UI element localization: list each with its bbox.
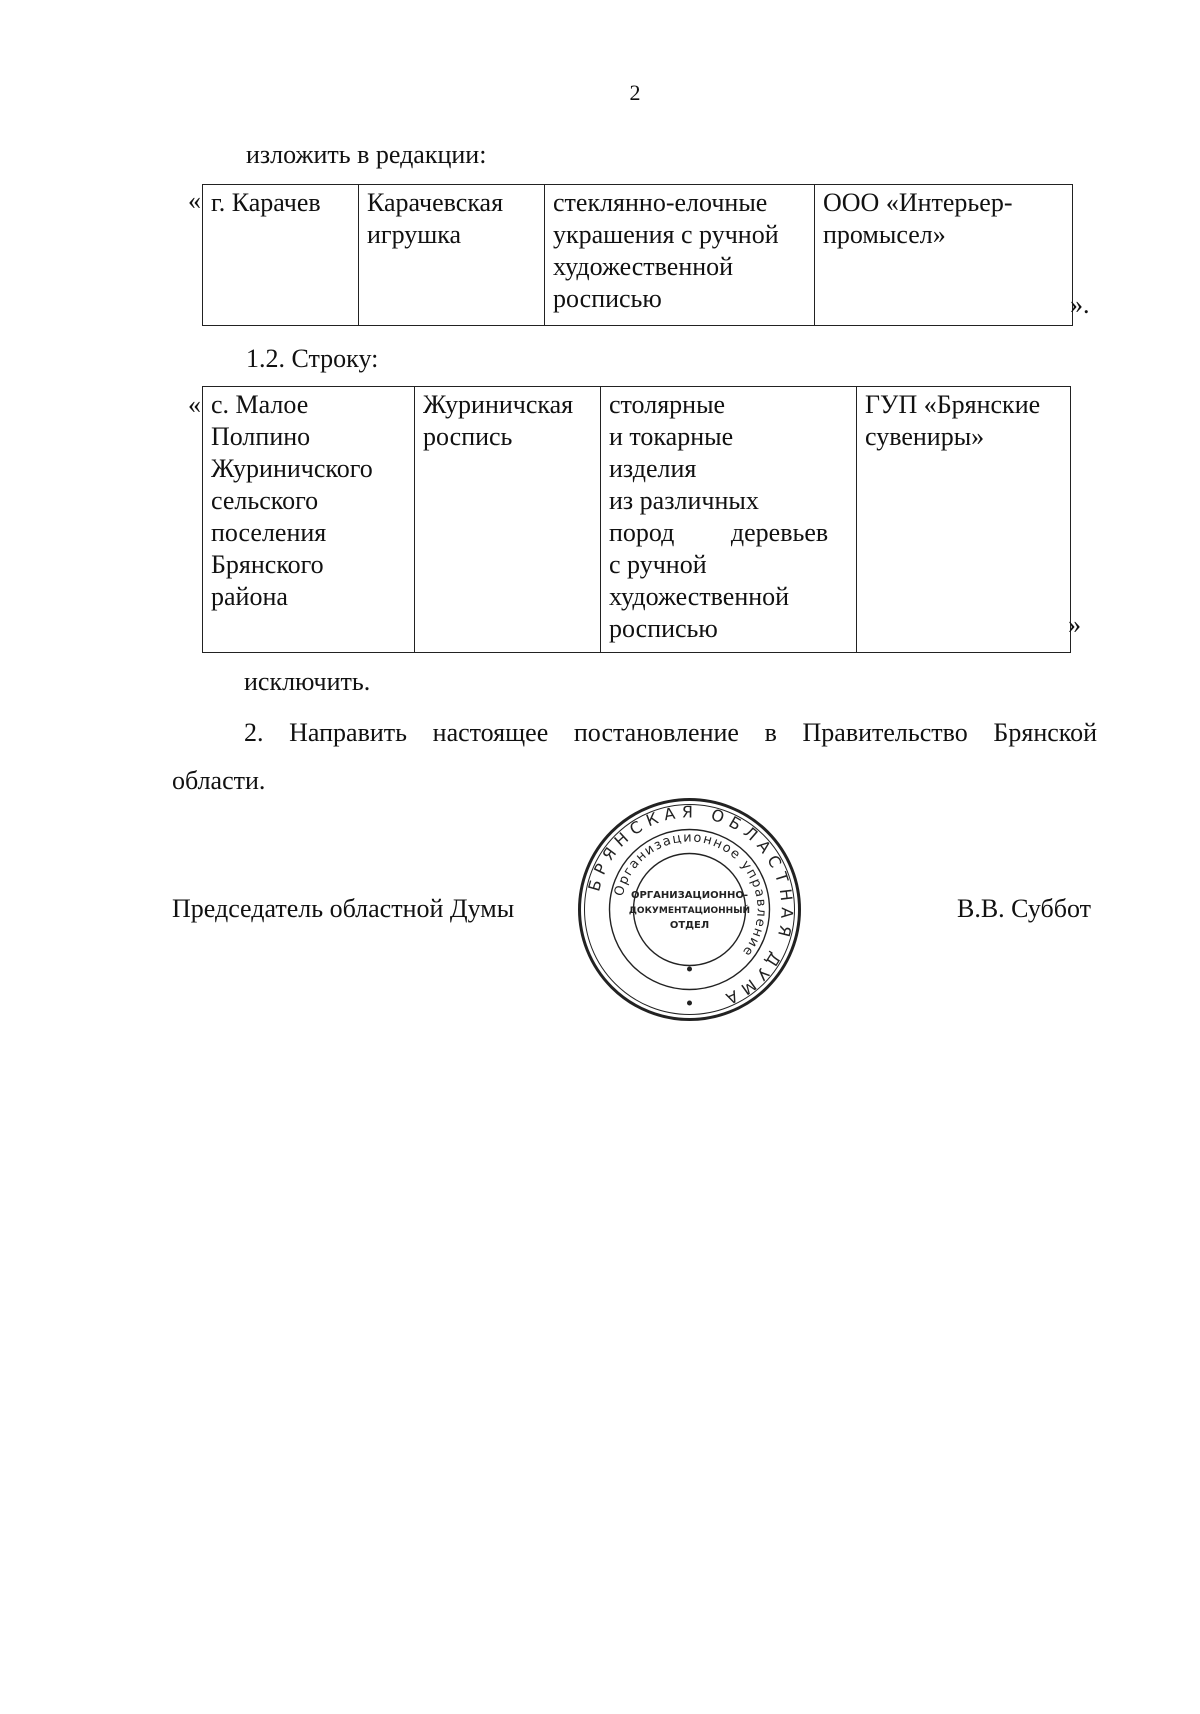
stamp-dot-outer <box>687 1001 692 1006</box>
point-2-line1: 2. Направить настоящее постановление в Правительство Брянской <box>244 718 1097 747</box>
table-cell-locality: г. Карачев <box>203 185 359 326</box>
table-cell-organization: ГУП «Брянские сувениры» <box>857 387 1071 653</box>
stamp-center-line1: ОРГАНИЗАЦИОННО- <box>630 890 749 901</box>
point-1-2: 1.2. Строку: <box>246 344 379 373</box>
page-number: 2 <box>629 80 641 105</box>
table1-close-quote: ». <box>1070 290 1090 319</box>
exclude-text: исключить. <box>244 667 371 696</box>
table1-open-quote: « <box>188 186 201 215</box>
signature-position: Председатель областной Думы <box>172 894 515 923</box>
excluded-row-table <box>202 386 1071 653</box>
stamp-center-line2: ДОКУМЕНТАЦИОННЫЙ <box>628 906 751 916</box>
point-2-line2: области. <box>172 766 266 795</box>
stamp-dot-inner <box>687 967 692 972</box>
table-cell-product: стеклянно-елочные украшения с ручной художественной росписью <box>545 185 815 326</box>
table-cell-locality: с. Малое Полпино Журиничского сельского поселения Брянского района <box>203 387 415 653</box>
official-stamp <box>577 797 802 1022</box>
stamp-center-line3: ОТДЕЛ <box>669 920 710 931</box>
stamp-outer-text: БРЯНСКАЯ ОБЛАСТНАЯ ДУМА <box>584 802 797 1011</box>
replacement-table <box>202 184 1073 326</box>
table-cell-organization: ООО «Интерьер- промысел» <box>815 185 1073 326</box>
table2-open-quote: « <box>188 390 201 419</box>
table2-close-quote: » <box>1068 610 1081 639</box>
stamp-inner-text: Организационное управление <box>611 830 769 960</box>
table-row <box>203 387 1071 653</box>
signature-name: В.В. Суббот <box>957 894 1092 923</box>
intro-text: изложить в редакции: <box>246 140 487 169</box>
table-cell-craft: Журиничская роспись <box>415 387 601 653</box>
table-cell-craft: Карачевская игрушка <box>359 185 545 326</box>
table-row <box>203 185 1073 326</box>
table-cell-product: столярные и токарные изделия из различных пород деревьев с ручной художественной росписью <box>601 387 857 653</box>
